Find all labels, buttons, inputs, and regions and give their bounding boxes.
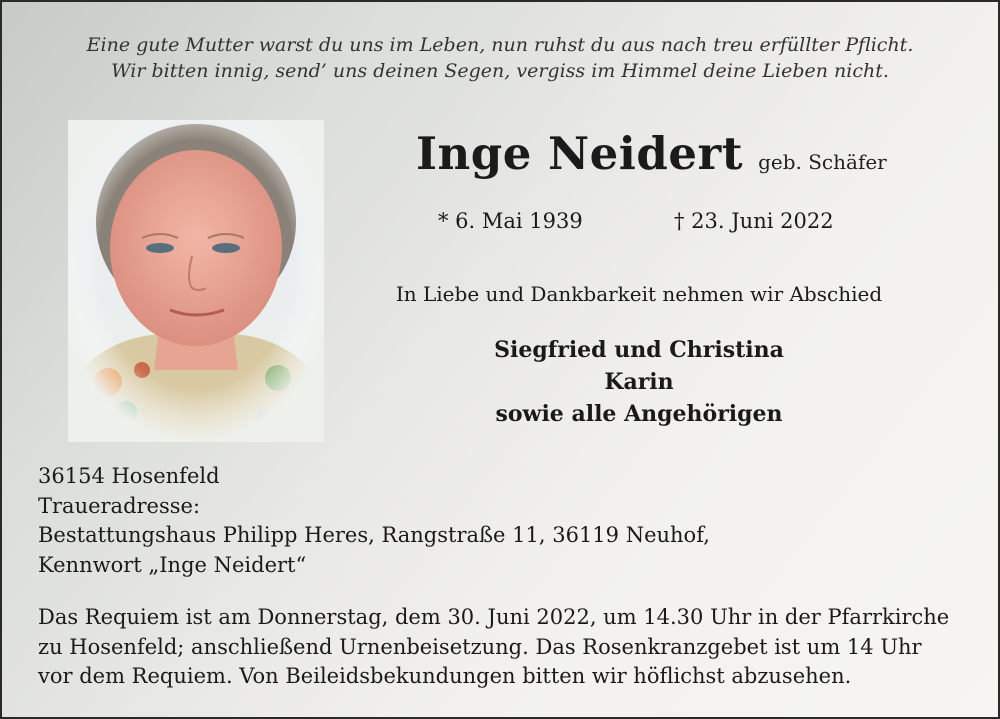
mourner-line: Siegfried und Christina xyxy=(494,337,784,363)
verse-line: Wir bitten innig, send’ uns deinen Segen, vergiss im Himmel deine Lieben nicht. xyxy=(111,60,889,82)
death-date: † 23. Juni 2022 xyxy=(674,209,834,233)
verse-line: Eine gute Mutter warst du uns im Leben, nun ruhst du aus nach treu erfüllter Pflicht. xyxy=(86,34,914,56)
deceased-name-line xyxy=(416,127,887,180)
requiem-line: Das Requiem ist am Donnerstag, dem 30. Juni 2022, um 14.30 Uhr in der Pfarrkirche xyxy=(38,605,950,629)
birth-date: * 6. Mai 1939 xyxy=(438,209,583,233)
mourners-list xyxy=(346,334,932,430)
requiem-line: zu Hosenfeld; anschließend Urnenbeisetzung. Das Rosenkranzgebet ist um 14 Uhr xyxy=(38,634,922,659)
mourner-line: Karin xyxy=(604,369,674,395)
requiem-line: vor dem Requiem. Von Beileidsbekundungen bitten wir höflichst abzusehen. xyxy=(38,664,852,688)
address-line: Kennwort „Inge Neidert“ xyxy=(38,552,307,577)
mourning-address xyxy=(38,462,710,580)
portrait-photo xyxy=(68,120,324,442)
mourner-line: sowie alle Angehörigen xyxy=(495,401,783,427)
address-line: Traueradresse: xyxy=(38,493,201,518)
address-line: 36154 Hosenfeld xyxy=(38,464,220,488)
verse xyxy=(2,32,998,84)
farewell-text: In Liebe und Dankbarkeit nehmen wir Abschied xyxy=(395,282,883,306)
maiden-name: geb. Schäfer xyxy=(758,150,887,174)
deceased-name: Inge Neidert xyxy=(416,127,743,180)
address-line: Bestattungshaus Philipp Heres, Rangstraße 11, 36119 Neuhof, xyxy=(38,523,710,547)
requiem-info xyxy=(38,603,949,692)
